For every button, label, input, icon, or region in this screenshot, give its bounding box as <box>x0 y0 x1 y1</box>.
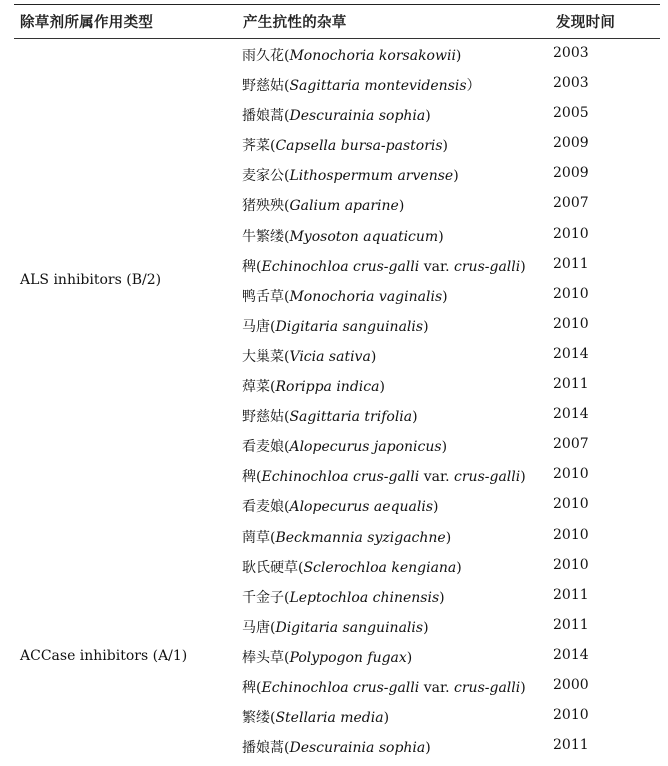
weed-name-text: 稗( <box>242 258 262 275</box>
weed-name-text: ) <box>439 589 445 606</box>
discovery-year-cell: 2011 <box>553 737 589 754</box>
weed-name-text: ) <box>438 228 444 245</box>
weed-name-cell <box>242 165 459 185</box>
weed-name-cell <box>242 737 431 757</box>
weed-name-cell <box>242 226 444 246</box>
table-row <box>14 221 660 251</box>
discovery-year-cell: 2014 <box>553 345 589 362</box>
weed-name-text: ) <box>412 409 418 426</box>
herbicide-class-label: ALS inhibitors (B/2) <box>20 271 162 288</box>
weed-name-cell <box>242 406 418 426</box>
discovery-year-cell: 2007 <box>553 195 589 212</box>
weed-name-text: ) <box>441 439 448 456</box>
table-row <box>14 311 660 341</box>
discovery-year-cell: 2011 <box>553 586 589 603</box>
weed-name-text: ) <box>425 740 431 757</box>
weed-name-cell <box>242 346 376 366</box>
weed-name-text: 荠菜( <box>242 138 276 155</box>
weed-name-text: 麦家公( <box>242 168 290 185</box>
weed-name-text: 鸭舌草( <box>242 288 290 305</box>
weed-name-text: ) <box>456 559 462 576</box>
weed-name-cell <box>242 527 451 547</box>
table-row <box>14 371 660 401</box>
weed-name-text: 野慈姑( <box>242 78 290 95</box>
table-row <box>14 100 660 130</box>
weed-scientific-name: Monochoria vaginalis <box>289 288 443 305</box>
weed-scientific-name: Polypogon fugax <box>289 649 407 666</box>
table-row <box>14 160 660 190</box>
discovery-year-cell: 2009 <box>553 165 589 182</box>
weed-name-cell <box>242 587 445 607</box>
weed-name-text: var. <box>419 679 455 696</box>
table-row <box>14 401 660 431</box>
weed-name-text: ) <box>520 679 526 696</box>
table-row <box>14 461 660 491</box>
herbicide-class-label: ACCase inhibitors (A/1) <box>20 648 188 665</box>
weed-scientific-name: crus-galli <box>454 469 521 486</box>
weed-name-cell <box>242 466 526 486</box>
discovery-year-cell: 2010 <box>553 285 589 302</box>
weed-name-text: 猪殃殃( <box>242 198 290 215</box>
weed-name-text: ) <box>423 619 429 636</box>
weed-scientific-name: Alopecurus aequalis <box>289 499 434 516</box>
table-row <box>14 732 660 762</box>
table-row <box>14 40 660 70</box>
weed-scientific-name: Digitaria sanguinalis <box>275 318 424 335</box>
weed-name-text: 蔊菜( <box>242 379 276 396</box>
discovery-year-cell: 2010 <box>553 315 589 332</box>
weed-name-cell <box>242 496 439 516</box>
table-row <box>14 522 660 552</box>
weed-name-text: 稗( <box>242 469 262 486</box>
weed-scientific-name: crus-galli <box>454 258 521 275</box>
table-row <box>14 491 660 521</box>
discovery-year-cell: 2011 <box>553 255 589 272</box>
header-resistant-weed: 产生抗性的杂草 <box>243 15 347 31</box>
discovery-year-cell: 2011 <box>553 616 589 633</box>
table-row <box>14 130 660 160</box>
weed-name-text: ) <box>423 318 429 335</box>
weed-name-text: ) <box>433 499 439 516</box>
table-row <box>14 612 660 642</box>
weed-name-cell <box>242 45 461 65</box>
weed-name-text: var. <box>419 469 455 486</box>
weed-name-text: 稗( <box>242 679 262 696</box>
table-row <box>14 70 660 100</box>
table-row <box>14 702 660 732</box>
discovery-year-cell: 2010 <box>553 225 589 242</box>
weed-name-cell <box>242 135 448 155</box>
weed-name-cell <box>242 256 526 276</box>
weed-name-text: ) <box>455 48 462 64</box>
weed-scientific-name: Monochoria korsakowii <box>289 48 456 64</box>
table-row <box>14 341 660 371</box>
weed-name-text: 看麦娘( <box>242 439 290 456</box>
discovery-year-cell: 2003 <box>553 45 589 61</box>
weed-name-cell <box>242 75 481 95</box>
table-body <box>14 40 660 762</box>
table-row <box>14 190 660 220</box>
table-row <box>14 552 660 582</box>
weed-scientific-name: Vicia sativa <box>289 348 371 365</box>
weed-name-text: 繁缕( <box>242 710 276 727</box>
weed-scientific-name: Sagittaria trifolia <box>289 409 413 426</box>
weed-scientific-name: Sclerochloa kengiana <box>303 559 457 576</box>
weed-name-text: ) <box>445 529 452 546</box>
weed-name-text: 牛繁缕( <box>242 228 290 245</box>
weed-name-text: var. <box>419 258 455 275</box>
table-row <box>14 431 660 461</box>
weed-scientific-name: Capsella bursa-pastoris <box>275 138 443 155</box>
weed-scientific-name: Lithospermum arvense <box>289 168 454 185</box>
weed-name-text: 看麦娘( <box>242 499 290 516</box>
table-row <box>14 672 660 702</box>
weed-scientific-name: Leptochloa chinensis <box>289 589 440 606</box>
weed-name-cell <box>242 105 431 125</box>
weed-name-text: 播娘蒿( <box>242 740 290 757</box>
discovery-year-cell: 2010 <box>553 707 589 724</box>
weed-scientific-name: crus-galli <box>454 679 521 696</box>
weed-name-cell <box>242 677 526 697</box>
weed-name-cell <box>242 647 412 667</box>
header-discovery-year: 发现时间 <box>556 15 616 31</box>
weed-name-text: ) <box>520 469 526 486</box>
header-herbicide-class: 除草剂所属作用类型 <box>20 15 154 31</box>
weed-scientific-name: Beckmannia syzigachne <box>275 529 446 546</box>
weed-name-text: 雨久花( <box>242 48 290 64</box>
discovery-year-cell: 2010 <box>553 496 589 513</box>
weed-scientific-name: Descurainia sophia <box>289 740 426 757</box>
weed-name-text: 棒头草( <box>242 649 290 666</box>
weed-name-text: 播娘蒿( <box>242 108 290 125</box>
weed-name-cell <box>242 707 389 727</box>
discovery-year-cell: 2000 <box>553 676 589 693</box>
weed-scientific-name: Echinochloa crus-galli <box>261 469 420 486</box>
discovery-year-cell: 2003 <box>553 75 589 92</box>
discovery-year-cell: 2009 <box>553 135 589 152</box>
weed-name-text: ) <box>442 138 449 155</box>
weed-name-text: 马唐( <box>242 318 276 335</box>
weed-scientific-name: Echinochloa crus-galli <box>261 258 420 275</box>
table-row <box>14 582 660 612</box>
weed-name-text: 马唐( <box>242 619 276 636</box>
discovery-year-cell: 2010 <box>553 526 589 543</box>
weed-name-text: ) <box>406 649 413 666</box>
weed-scientific-name: Alopecurus japonicus <box>289 439 442 456</box>
table-top-rule <box>14 4 660 5</box>
discovery-year-cell: 2010 <box>553 466 589 483</box>
weed-name-text: 野慈姑( <box>242 409 290 426</box>
weed-scientific-name: Sagittaria montevidensis <box>289 78 467 95</box>
discovery-year-cell: 2010 <box>553 556 589 573</box>
weed-name-text: 大巢菜( <box>242 348 290 365</box>
weed-name-text: ) <box>370 348 377 365</box>
weed-name-cell <box>242 376 385 396</box>
weed-name-text: ) <box>453 168 459 185</box>
weed-name-text: ) <box>442 288 448 305</box>
table-header-rule <box>14 38 660 39</box>
discovery-year-cell: 2011 <box>553 376 589 393</box>
weed-name-text: ) <box>425 108 431 125</box>
weed-scientific-name: Myosoton aquaticum <box>289 228 439 245</box>
discovery-year-cell: 2014 <box>553 646 589 663</box>
weed-name-cell <box>242 195 404 215</box>
weed-scientific-name: Galium aparine <box>289 198 399 215</box>
weed-name-cell <box>242 286 448 306</box>
weed-name-text: 菵草( <box>242 529 276 546</box>
weed-name-text: ) <box>379 379 385 396</box>
weed-name-text: ) <box>520 258 526 275</box>
weed-name-text: 千金子( <box>242 589 290 606</box>
discovery-year-cell: 2007 <box>553 436 589 453</box>
weed-scientific-name: Echinochloa crus-galli <box>261 679 420 696</box>
weed-name-cell <box>242 617 429 637</box>
weed-name-text: ） <box>466 78 481 95</box>
weed-scientific-name: Stellaria media <box>275 710 384 727</box>
weed-scientific-name: Digitaria sanguinalis <box>275 619 424 636</box>
weed-scientific-name: Descurainia sophia <box>289 108 426 125</box>
weed-name-cell <box>242 436 447 456</box>
discovery-year-cell: 2005 <box>553 105 589 122</box>
weed-scientific-name: Rorippa indica <box>275 379 380 396</box>
weed-name-text: 耿氏硬草( <box>242 559 304 576</box>
weed-name-cell <box>242 557 462 577</box>
weed-name-text: ) <box>398 198 405 215</box>
weed-name-cell <box>242 316 429 336</box>
weed-name-text: ) <box>383 710 390 727</box>
discovery-year-cell: 2014 <box>553 406 589 423</box>
